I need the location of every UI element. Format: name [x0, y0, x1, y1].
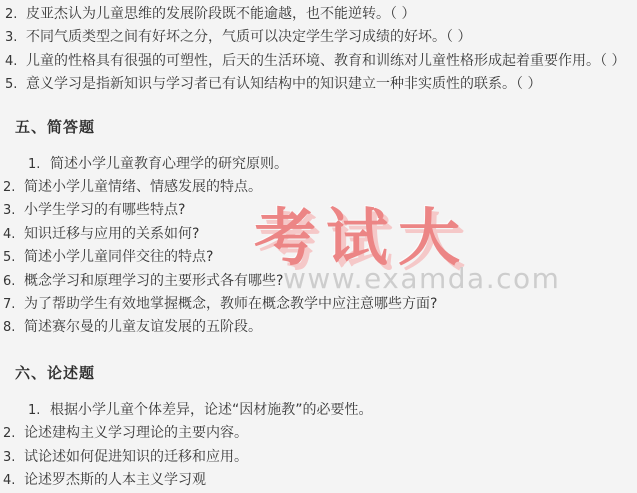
question-number: 2. [3, 180, 16, 196]
question-text: 论述罗杰斯的人本主义学习观 [24, 472, 206, 489]
question-text: 论述建构主义学习理论的主要内容。 [24, 425, 248, 442]
question-text: 简述小学儿童同伴交往的特点? [24, 249, 214, 266]
question-number: 1. [28, 156, 41, 172]
short-answer-question-list [0, 153, 637, 340]
question-text: 为了帮助学生有效地掌握概念，教师在概念教学中应注意哪些方面? [24, 296, 438, 313]
essay-question [0, 422, 637, 445]
question-number: 4. [5, 53, 18, 69]
question-text: 不同气质类型之间有好坏之分，气质可以决定学生学习成绩的好坏。（ ） [26, 29, 472, 46]
question-number: 2. [5, 7, 18, 22]
question-number: 4. [3, 226, 16, 242]
short-answer-question [0, 270, 637, 293]
question-text: 儿童的性格具有很强的可塑性，后天的生活环境、教育和训练对儿童性格形成起着重要作用。（ ） [26, 52, 626, 69]
question-text: 简述小学儿童教育心理学的研究原则。 [50, 155, 288, 172]
question-text: 概念学习和原理学习的主要形式各有哪些? [24, 272, 284, 289]
question-text: 皮亚杰认为儿童思维的发展阶段既不能逾越，也不能逆转。（ ） [26, 6, 416, 22]
true-false-question-list [0, 3, 637, 97]
examda-url-watermark: www.examda.com [283, 262, 561, 295]
true-false-question [0, 73, 637, 96]
question-number: 5. [5, 77, 18, 93]
true-false-question [0, 50, 637, 73]
question-number: 7. [3, 297, 16, 313]
question-number: 4. [3, 473, 16, 489]
section-title-essay: 六、论述题 [15, 363, 96, 382]
question-number: 1. [28, 402, 41, 418]
short-answer-question [0, 316, 637, 339]
examda-brand-watermark: 考试大 [254, 201, 471, 274]
essay-question [0, 469, 637, 492]
essay-question [0, 399, 637, 422]
question-number: 8. [3, 320, 16, 336]
section-title-short-answer: 五、简答题 [15, 117, 96, 136]
short-answer-question [0, 176, 637, 199]
question-text: 简述小学儿童情绪、情感发展的特点。 [24, 179, 262, 196]
short-answer-question [0, 246, 637, 269]
short-answer-question [0, 199, 637, 222]
question-text: 小学生学习的有哪些特点? [24, 202, 186, 219]
question-number: 3. [3, 203, 16, 219]
question-text: 根据小学儿童个体差异，论述“因材施教”的必要性。 [50, 401, 373, 418]
question-text: 简述赛尔曼的儿童友谊发展的五阶段。 [24, 319, 262, 336]
question-number: 2. [3, 426, 16, 442]
essay-question-list [0, 399, 637, 493]
question-text: 意义学习是指新知识与学习者已有认知结构中的知识建立一种非实质性的联系。（ ） [26, 76, 542, 93]
essay-question [0, 446, 637, 469]
short-answer-question [0, 293, 637, 316]
short-answer-question [0, 153, 637, 176]
question-number: 5. [3, 250, 16, 266]
question-number: 6. [3, 273, 16, 289]
question-text: 知识迁移与应用的关系如何? [24, 225, 200, 242]
question-text: 试论述如何促进知识的迁移和应用。 [24, 448, 248, 465]
true-false-question [0, 3, 637, 26]
question-number: 3. [5, 30, 18, 46]
short-answer-question [0, 223, 637, 246]
true-false-question [0, 26, 637, 49]
question-number: 3. [3, 449, 16, 465]
